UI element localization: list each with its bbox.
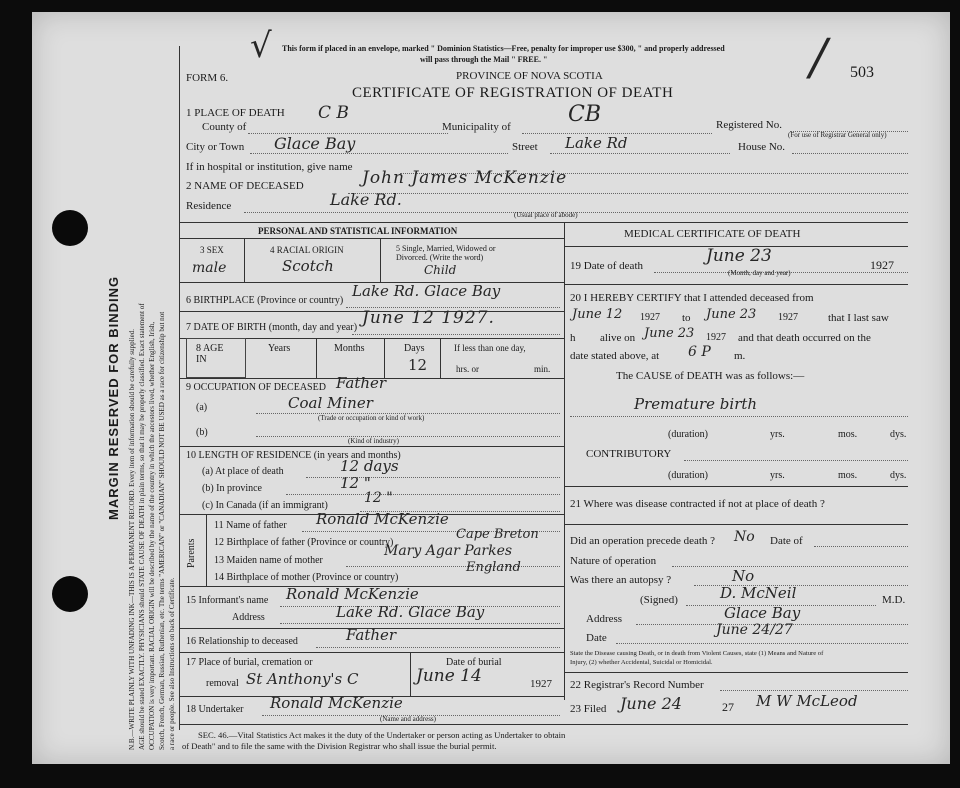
punch-hole-bottom <box>52 576 88 612</box>
attended-from-year: 1927 <box>640 312 660 323</box>
violent-note-2: Injury, (2) whether Accidental, Suicidal or Homicidal. <box>570 659 713 666</box>
burial-place-value: St Anthony's C <box>246 670 359 688</box>
marital-value: Child <box>424 263 457 277</box>
registrar-use-note: (For use of Registrar General only) <box>788 131 887 139</box>
res-b-value: 12 " <box>340 474 371 492</box>
occupation-bottom <box>180 446 564 447</box>
grid-top <box>180 222 908 223</box>
certificate-title: CERTIFICATE OF REGISTRATION OF DEATH <box>352 85 674 101</box>
mother-name-value: Mary Agar Parkes <box>384 543 513 559</box>
undertaker-note: (Name and address) <box>380 715 436 723</box>
name-line <box>348 193 908 194</box>
certified-date-value: June 24/27 <box>716 622 793 638</box>
parents-label: Parents <box>186 538 197 568</box>
attended-to-label: to <box>682 312 691 324</box>
cause-yrs-label: yrs. <box>770 429 785 440</box>
doctor-address-value: Glace Bay <box>724 604 801 622</box>
attended-from-value: June 12 <box>572 307 623 322</box>
form-bottom <box>180 724 908 725</box>
violent-note-1: State the Disease causing Death, or in death from Violent Causes, state (1) Means and Nature of <box>570 650 824 657</box>
house-no-label: House No. <box>738 141 786 153</box>
province-title: PROVINCE OF NOVA SCOTIA <box>456 70 603 82</box>
burial-year: 1927 <box>530 678 552 690</box>
municipality-value: CB <box>568 102 601 127</box>
res-c-value: 12 " <box>364 490 393 506</box>
occ-b-note: (Kind of industry) <box>348 437 399 445</box>
nature-of-operation-label: Nature of operation <box>570 555 657 567</box>
relationship-bottom <box>180 652 564 653</box>
relationship-line <box>316 647 560 648</box>
racial-origin-label: 4 RACIAL ORIGIN <box>270 245 344 255</box>
res-a-label: (a) At place of death <box>202 466 284 477</box>
months-label: Months <box>334 343 365 354</box>
contracted-label: 21 Where was disease contracted if not at place of death ? <box>570 498 825 510</box>
sec46-line-2: of Death" and to file the same with the Division Registrar who shall issue the burial permit. <box>182 741 497 751</box>
name-of-deceased-label: 2 NAME OF DECEASED <box>186 180 304 192</box>
relationship-value: Father <box>346 626 397 644</box>
street-value: Lake Rd <box>565 134 628 152</box>
pen-stroke: / <box>810 28 827 86</box>
father-name-label: 11 Name of father <box>214 520 287 531</box>
occ-b-label: (b) <box>196 427 208 438</box>
undertaker-label: 18 Undertaker <box>186 704 244 715</box>
filed-registrar-signature: M W McLeod <box>756 692 858 710</box>
contributory-label: CONTRIBUTORY <box>586 448 672 460</box>
age-col-years <box>316 338 317 378</box>
margin-note-5: a race or people. See also Instructions on back of Certificate. <box>168 577 176 750</box>
municipality-label: Municipality of <box>442 121 511 133</box>
sex-value: male <box>192 260 227 276</box>
father-name-value: Ronald McKenzie <box>316 510 449 528</box>
informant-address-label: Address <box>232 612 265 623</box>
informant-address-value: Lake Rd. Glace Bay <box>336 603 485 621</box>
min-label: min. <box>534 364 551 374</box>
date-of-death-note: (Month, day and year) <box>728 269 791 277</box>
punch-hole-top <box>52 210 88 246</box>
record-line <box>720 690 908 691</box>
informant-value: Ronald McKenzie <box>286 585 419 603</box>
alive-on-value: June 23 <box>644 326 695 341</box>
autopsy-value: No <box>732 567 755 585</box>
relationship-label: 16 Relationship to deceased <box>186 636 298 647</box>
signed-label: (Signed) <box>640 594 678 606</box>
cause-bottom <box>564 486 908 487</box>
place-of-death-label: 1 PLACE OF DEATH <box>186 107 285 119</box>
hrs-label: hrs. or <box>456 364 479 374</box>
marital-label-1: 5 Single, Married, Widowed or <box>396 244 496 253</box>
occ-a-label: (a) <box>196 402 208 413</box>
filed-year: 27 <box>722 700 734 714</box>
age-col-days <box>440 338 441 378</box>
grid-middle <box>564 222 565 700</box>
nature-line <box>672 566 908 567</box>
operation-date-label: Date of <box>770 535 803 547</box>
occ-a-value: Coal Miner <box>288 394 373 412</box>
sex-label: 3 SEX <box>200 245 224 255</box>
mail-notice-2: will pass through the Mail " FREE. " <box>420 55 548 64</box>
cause-duration-label: (duration) <box>668 429 708 440</box>
occ-b-line <box>256 436 560 437</box>
signature-bottom <box>564 672 908 673</box>
res-b-line <box>286 494 560 495</box>
days-value: 12 <box>408 356 428 374</box>
date-stated-label: date stated above, at <box>570 350 660 362</box>
autopsy-label: Was there an autopsy ? <box>570 574 672 586</box>
dob-label: 7 DATE OF BIRTH (month, day and year) <box>186 322 358 333</box>
burial-date-value: June 14 <box>416 666 482 686</box>
grid-personal-heading-line <box>180 238 564 239</box>
contrib-mos-label: mos. <box>838 470 858 481</box>
county-label: County of <box>202 121 247 133</box>
house-no-line <box>792 153 908 154</box>
residence-label: Residence <box>186 200 232 212</box>
certified-date-line <box>616 643 908 644</box>
parents-divider <box>206 514 207 586</box>
city-label: City or Town <box>186 141 245 153</box>
cause-label: The CAUSE of DEATH was as follows:— <box>616 370 805 382</box>
age-col-months <box>384 338 385 378</box>
operation-label: Did an operation precede death ? <box>570 535 716 547</box>
occupation-label: 9 OCCUPATION OF DECEASED <box>186 382 326 393</box>
registrar-record-label: 22 Registrar's Record Number <box>570 679 704 691</box>
days-label: Days <box>404 343 425 354</box>
birthplace-value: Lake Rd. Glace Bay <box>352 282 501 300</box>
res-b-label: (b) In province <box>202 483 262 494</box>
contrib-dys-label: dys. <box>890 470 907 481</box>
dob-value: June 12 1927. <box>362 308 495 328</box>
margin-note-3: OCCUPATION is very important. RACIAL ORIGIN will be described by the name of the country in which the ancestors lived, whether English, Irish, <box>148 321 156 750</box>
racial-origin-value: Scotch <box>282 257 334 275</box>
attended-to-value: June 23 <box>706 307 757 322</box>
residence-note: (Usual place of abode) <box>514 211 578 219</box>
informant-address-line <box>280 623 560 624</box>
birthplace-label: 6 BIRTHPLACE (Province or country) <box>186 295 344 306</box>
contracted-bottom <box>564 524 908 525</box>
cause-line <box>570 416 908 417</box>
cause-value: Premature birth <box>634 395 758 413</box>
date-of-death-value: June 23 <box>706 246 772 266</box>
time-of-death-value: 6 P <box>688 344 711 360</box>
county-value: C B <box>318 103 349 123</box>
mother-birthplace-value: England <box>466 560 521 575</box>
margin-note-1: N.B.—WRITE PLAINLY WITH UNFADING INK—THIS IS A PERMANENT RECORD. Every item of information should be carefully supplied. <box>128 328 136 750</box>
father-birthplace-value: Cape Breton <box>456 527 539 542</box>
burial-date-divider <box>410 652 411 696</box>
check-mark: √ <box>250 26 272 66</box>
contrib-yrs-label: yrs. <box>770 470 785 481</box>
burial-label-1: 17 Place of burial, cremation or <box>186 657 313 668</box>
date-of-death-label: 19 Date of death <box>570 260 643 272</box>
certify-label: 20 I HEREBY CERTIFY that I attended deceased from <box>570 292 814 304</box>
filed-label: 23 Filed <box>570 703 607 715</box>
occupation-value: Father <box>336 374 387 392</box>
cause-mos-label: mos. <box>838 429 858 440</box>
burial-date-label: Date of burial <box>446 657 502 668</box>
years-label: Years <box>268 343 291 354</box>
personal-heading: PERSONAL AND STATISTICAL INFORMATION <box>258 226 458 236</box>
death-date-bottom <box>564 284 908 285</box>
sec46-line-1: SEC. 46.—Vital Statistics Act makes it the duty of the Undertaker or person acting as Undertaker to obtain <box>198 730 566 740</box>
burial-label-2: removal <box>206 678 239 689</box>
margin-note-4: Scotch, French, German, Russian, Ruthenian, etc. The terms "AMERICAN" or "CANADIAN" SHOULD NOT BE USED as a race for citizenship but not <box>158 311 166 750</box>
sex-divider <box>244 238 245 282</box>
md-label: M.D. <box>882 594 906 606</box>
contributory-line <box>684 460 908 461</box>
alive-on-year: 1927 <box>706 332 726 343</box>
hospital-label: If in hospital or institution, give name <box>186 161 353 173</box>
attended-to-year: 1927 <box>778 312 798 323</box>
death-occurred-label: and that death occurred on the <box>738 332 871 344</box>
form-number: FORM 6. <box>186 72 229 84</box>
res-a-value: 12 days <box>340 457 399 475</box>
age-label: 8 AGE IN <box>196 343 224 365</box>
cause-dys-label: dys. <box>890 429 907 440</box>
city-line <box>250 153 508 154</box>
filed-date-value: June 24 <box>620 694 682 713</box>
dob-line <box>352 334 560 335</box>
signed-value: D. McNeil <box>720 584 797 602</box>
informant-label: 15 Informant's name <box>186 595 269 606</box>
mail-notice-1: This form if placed in an envelope, marked " Dominion Statistics—Free, penalty for improper use $300, " and properly addressed <box>282 44 725 53</box>
alive-on-label: alive on <box>600 332 636 344</box>
operation-date-line <box>814 546 908 547</box>
medical-heading: MEDICAL CERTIFICATE OF DEATH <box>624 228 801 240</box>
mother-birthplace-label: 14 Birthplace of mother (Province or country) <box>214 572 399 583</box>
deceased-name-value: John James McKenzie <box>362 168 568 188</box>
binding-margin-label: MARGIN RESERVED FOR BINDING <box>106 275 121 520</box>
alive-label-h: h <box>570 332 576 344</box>
last-saw-label: that I last saw <box>828 312 889 324</box>
contrib-duration-label: (duration) <box>668 470 708 481</box>
operation-value: No <box>734 529 755 545</box>
date-of-death-year: 1927 <box>870 258 894 272</box>
doctor-address-label: Address <box>586 613 623 625</box>
occ-a-note: (Trade or occupation or kind of work) <box>318 414 425 422</box>
race-divider <box>380 238 381 282</box>
marital-label-2: Divorced. (Write the word) <box>396 253 484 262</box>
city-value: Glace Bay <box>274 134 356 153</box>
less-than-day-label: If less than one day, <box>454 343 526 353</box>
mother-line <box>346 566 560 567</box>
residence-value: Lake Rd. <box>330 190 402 209</box>
registered-no-label: Registered No. <box>716 119 782 131</box>
father-birthplace-label: 12 Birthplace of father (Province or country) <box>214 537 394 548</box>
street-label: Street <box>512 141 538 153</box>
mother-name-label: 13 Maiden name of mother <box>214 555 323 566</box>
margin-note-2: AGE should be stated EXACTLY. PHYSICIANS should STATE CAUSE OF DEATH in plain terms, so that it may be properly classified. Exact statement of <box>138 303 146 750</box>
time-m-label: m. <box>734 350 746 362</box>
street-line <box>550 153 730 154</box>
certified-date-label: Date <box>586 632 607 644</box>
undertaker-value: Ronald McKenzie <box>270 694 403 712</box>
residence-length-label: 10 LENGTH OF RESIDENCE (in years and months) <box>186 450 401 461</box>
registration-number: 503 <box>850 64 874 81</box>
res-c-label: (c) In Canada (if an immigrant) <box>202 500 328 511</box>
